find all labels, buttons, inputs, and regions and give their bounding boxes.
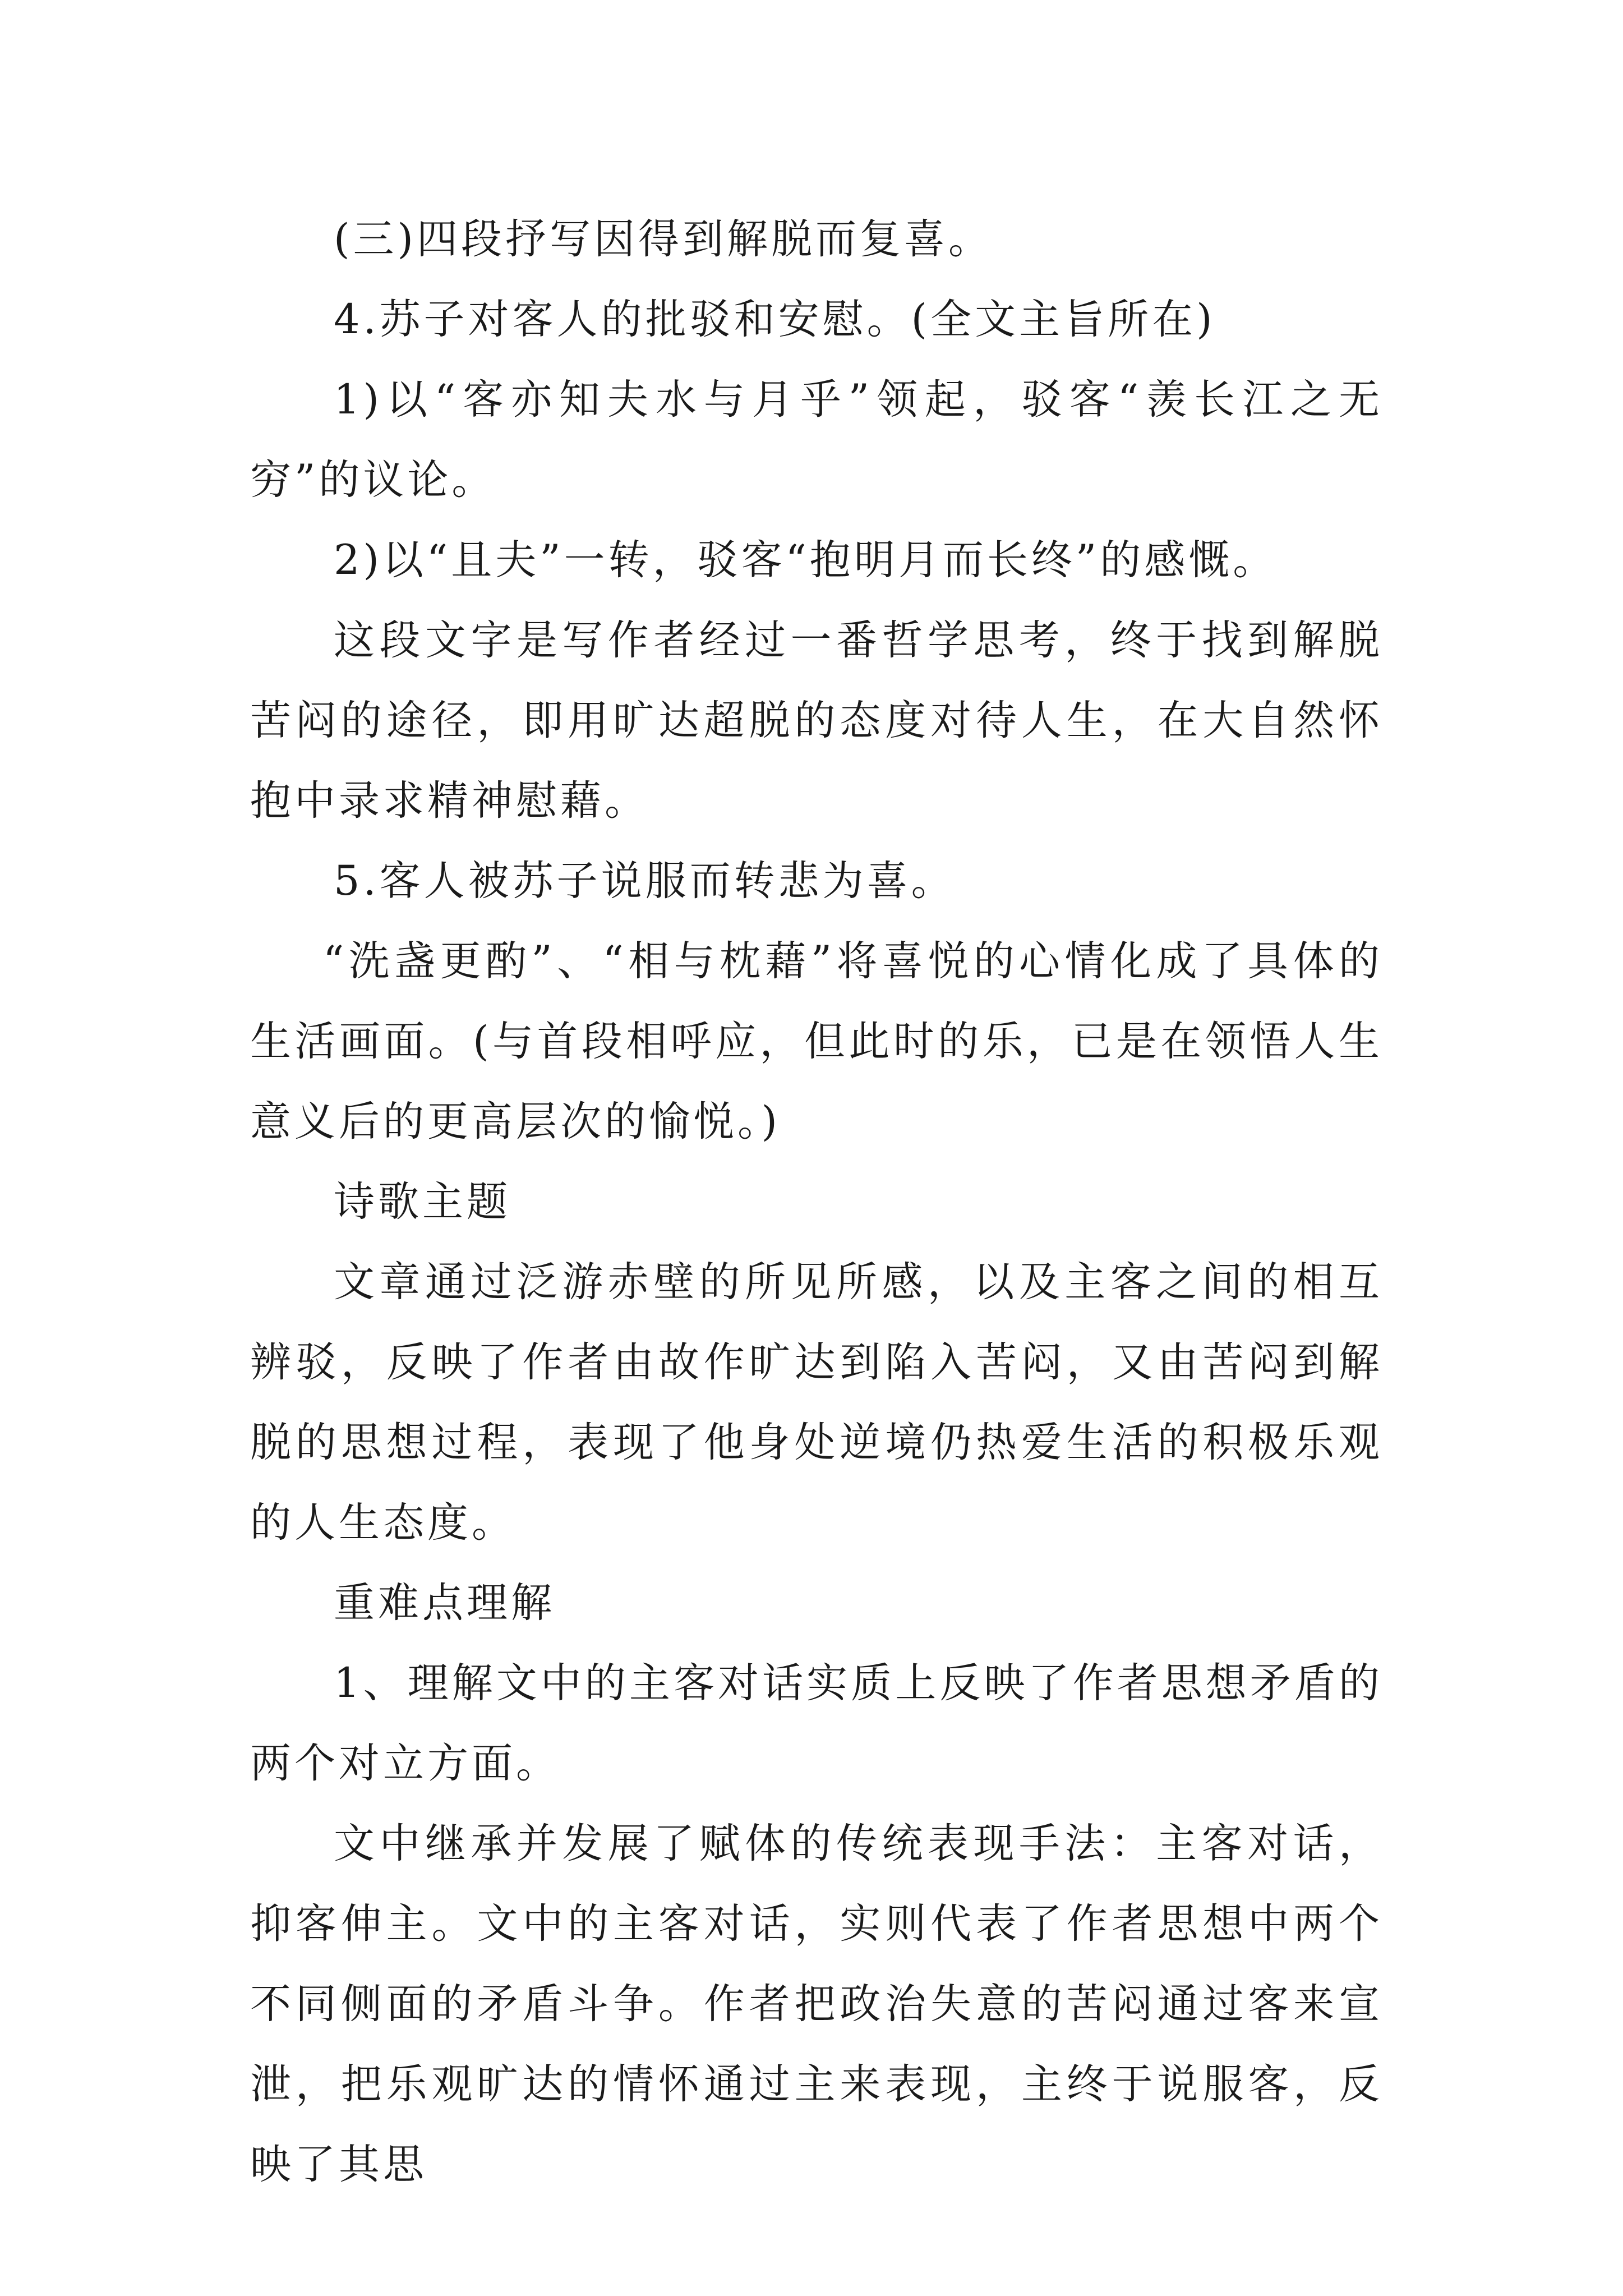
paragraph-point-5-explanation: “洗盏更酌”、“相与枕藉”将喜悦的心情化成了具体的生活画面。(与首段相呼应，但此时的乐，已是在领悟人生意义后的更高层次的愉悦。) [250,937,1383,1145]
paragraph-poem-theme: 文章通过泛游赤壁的所见所感，以及主客之间的相互辨驳，反映了作者由故作旷达到陷入苦闷，又由苦闷到解脱的思想过程，表现了他身处逆境仍热爱生活的积极乐观的人生态度。 [250,1258,1383,1547]
paragraph-point-4-explanation: 这段文字是写作者经过一番哲学思考，终于找到解脱苦闷的途径，即用旷达超脱的态度对待人生，在大自然怀抱中录求精神慰藉。 [250,616,1383,825]
paragraph-section-3-summary: (三)四段抒写因得到解脱而复喜。 [334,215,993,263]
paragraph-point-4-heading: 4.苏子对客人的批驳和安慰。(全文主旨所在) [334,296,1216,343]
heading-poem-theme: 诗歌主题 [334,1178,511,1226]
paragraph-point-5-heading: 5.客人被苏子说服而转悲为喜。 [334,857,956,905]
paragraph-point-4-sub-2: 2)以“且夫”一转，驳客“抱明月而长终”的感慨。 [334,536,1278,584]
paragraph-point-4-sub-1: 1)以“客亦知夫水与月乎”领起，驳客“羡长江之无穷”的议论。 [250,376,1383,504]
paragraph-key-point-1: 1、理解文中的主客对话实质上反映了作者思想矛盾的两个对立方面。 [250,1659,1383,1787]
document-page [250,199,1383,2205]
paragraph-key-point-1-explanation: 文中继承并发展了赋体的传统表现手法：主客对话，抑客伸主。文中的主客对话，实则代表了作者思想中两个不同侧面的矛盾斗争。作者把政治失意的苦闷通过客来宣泄，把乐观旷达的情怀通过主来表现，主终于说服客，反映了其思 [250,1820,1383,2188]
heading-key-difficulties: 重难点理解 [334,1579,555,1627]
